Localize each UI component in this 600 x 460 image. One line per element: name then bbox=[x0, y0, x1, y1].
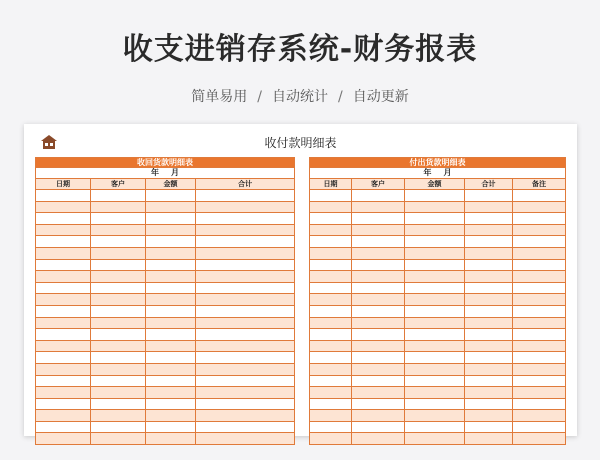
table-cell[interactable] bbox=[310, 421, 352, 433]
table-row bbox=[36, 421, 295, 433]
year-label: 年 bbox=[423, 168, 432, 177]
month-label: 月 bbox=[443, 168, 452, 177]
table-cell[interactable] bbox=[405, 363, 465, 375]
table-row bbox=[36, 224, 295, 236]
table-cell[interactable] bbox=[91, 340, 146, 352]
table-cell[interactable] bbox=[465, 398, 513, 410]
table-cell[interactable] bbox=[352, 433, 405, 445]
sheet-title: 收付款明细表 bbox=[264, 136, 337, 150]
table-cell[interactable] bbox=[513, 375, 566, 387]
table-row bbox=[310, 294, 566, 306]
table-cell[interactable] bbox=[146, 201, 196, 213]
table-row bbox=[36, 271, 295, 283]
table-cell[interactable] bbox=[36, 352, 91, 364]
table-cell[interactable] bbox=[36, 271, 91, 283]
table-row bbox=[36, 247, 295, 259]
column-header-date: 日期 bbox=[310, 179, 352, 190]
table-cell[interactable] bbox=[196, 363, 295, 375]
table-row bbox=[36, 410, 295, 422]
year-month-row bbox=[310, 168, 566, 179]
table-cell[interactable] bbox=[36, 387, 91, 399]
table-cell[interactable] bbox=[405, 224, 465, 236]
table-cell[interactable] bbox=[465, 340, 513, 352]
table-cell[interactable] bbox=[36, 421, 91, 433]
table-cell[interactable] bbox=[146, 259, 196, 271]
table-cell[interactable] bbox=[513, 433, 566, 445]
table-cell[interactable] bbox=[36, 317, 91, 329]
table-cell[interactable] bbox=[465, 201, 513, 213]
table-cell[interactable] bbox=[465, 317, 513, 329]
table-row bbox=[36, 363, 295, 375]
table-cell[interactable] bbox=[405, 213, 465, 225]
table-cell[interactable] bbox=[352, 387, 405, 399]
table-cell[interactable] bbox=[465, 271, 513, 283]
table-cell[interactable] bbox=[405, 259, 465, 271]
table-row bbox=[310, 410, 566, 422]
table-cell[interactable] bbox=[91, 259, 146, 271]
table-cell[interactable] bbox=[146, 375, 196, 387]
table-cell[interactable] bbox=[352, 282, 405, 294]
table-cell[interactable] bbox=[36, 340, 91, 352]
table-cell[interactable] bbox=[352, 398, 405, 410]
table-cell[interactable] bbox=[465, 352, 513, 364]
table-cell[interactable] bbox=[405, 236, 465, 248]
table-cell[interactable] bbox=[465, 282, 513, 294]
table-cell[interactable] bbox=[310, 201, 352, 213]
table-cell[interactable] bbox=[513, 271, 566, 283]
table-cell[interactable] bbox=[146, 433, 196, 445]
table-cell[interactable] bbox=[91, 190, 146, 202]
table-cell[interactable] bbox=[196, 224, 295, 236]
feature-tag: 自动统计 bbox=[272, 89, 328, 105]
table-cell[interactable] bbox=[91, 305, 146, 317]
table-cell[interactable] bbox=[196, 282, 295, 294]
table-cell[interactable] bbox=[465, 305, 513, 317]
table-cell[interactable] bbox=[36, 213, 91, 225]
table-cell[interactable] bbox=[310, 387, 352, 399]
table-cell[interactable] bbox=[36, 305, 91, 317]
table-cell[interactable] bbox=[310, 190, 352, 202]
table-row bbox=[36, 213, 295, 225]
table-cell[interactable] bbox=[352, 271, 405, 283]
table-cell[interactable] bbox=[405, 375, 465, 387]
table-row bbox=[310, 317, 566, 329]
table-cell[interactable] bbox=[310, 294, 352, 306]
table-cell[interactable] bbox=[91, 294, 146, 306]
table-cell[interactable] bbox=[146, 213, 196, 225]
table-cell[interactable] bbox=[196, 190, 295, 202]
table-cell[interactable] bbox=[352, 317, 405, 329]
column-header-customer: 客户 bbox=[352, 179, 405, 190]
table-cell[interactable] bbox=[513, 305, 566, 317]
table-cell[interactable] bbox=[196, 247, 295, 259]
table-row bbox=[36, 190, 295, 202]
table-cell[interactable] bbox=[513, 247, 566, 259]
spreadsheet-preview bbox=[24, 124, 577, 436]
table-cell[interactable] bbox=[310, 224, 352, 236]
table-cell[interactable] bbox=[146, 410, 196, 422]
table-row bbox=[310, 329, 566, 341]
column-header-customer: 客户 bbox=[91, 179, 146, 190]
table-cell[interactable] bbox=[310, 317, 352, 329]
table-cell[interactable] bbox=[513, 190, 566, 202]
table-cell[interactable] bbox=[513, 398, 566, 410]
table-row bbox=[310, 375, 566, 387]
table-cell[interactable] bbox=[513, 282, 566, 294]
table-cell[interactable] bbox=[405, 294, 465, 306]
column-header-date: 日期 bbox=[36, 179, 91, 190]
table-row bbox=[310, 363, 566, 375]
table-row bbox=[310, 259, 566, 271]
table-cell[interactable] bbox=[310, 375, 352, 387]
table-cell[interactable] bbox=[513, 352, 566, 364]
table-cell[interactable] bbox=[36, 375, 91, 387]
table-cell[interactable] bbox=[405, 305, 465, 317]
table-cell[interactable] bbox=[146, 352, 196, 364]
table-cell[interactable] bbox=[310, 236, 352, 248]
table-cell[interactable] bbox=[91, 201, 146, 213]
table-cell[interactable] bbox=[146, 224, 196, 236]
table-cell[interactable] bbox=[352, 224, 405, 236]
table-cell[interactable] bbox=[352, 352, 405, 364]
table-cell[interactable] bbox=[310, 363, 352, 375]
table-cell[interactable] bbox=[465, 329, 513, 341]
table-cell[interactable] bbox=[91, 433, 146, 445]
feature-tag: 自动更新 bbox=[352, 89, 409, 105]
table-cell[interactable] bbox=[405, 421, 465, 433]
table-cell[interactable] bbox=[146, 305, 196, 317]
table-cell[interactable] bbox=[36, 247, 91, 259]
table-cell[interactable] bbox=[196, 236, 295, 248]
table-cell[interactable] bbox=[91, 247, 146, 259]
table-cell[interactable] bbox=[91, 271, 146, 283]
tag-separator: / bbox=[257, 89, 262, 105]
page-title: 收支进销存系统-财务报表 bbox=[122, 32, 478, 67]
table-cell[interactable] bbox=[352, 213, 405, 225]
table-row bbox=[36, 317, 295, 329]
table-cell[interactable] bbox=[513, 259, 566, 271]
table-row bbox=[310, 282, 566, 294]
table-cell[interactable] bbox=[196, 340, 295, 352]
table-cell[interactable] bbox=[310, 352, 352, 364]
feature-tag: 简单易用 bbox=[191, 89, 248, 105]
table-cell[interactable] bbox=[310, 247, 352, 259]
table-cell[interactable] bbox=[352, 340, 405, 352]
table-cell[interactable] bbox=[405, 398, 465, 410]
table-cell[interactable] bbox=[196, 259, 295, 271]
table-cell[interactable] bbox=[405, 201, 465, 213]
table-cell[interactable] bbox=[310, 340, 352, 352]
table-cell[interactable] bbox=[310, 305, 352, 317]
table-cell[interactable] bbox=[352, 305, 405, 317]
table-cell[interactable] bbox=[352, 421, 405, 433]
table-row bbox=[310, 305, 566, 317]
table-cell[interactable] bbox=[310, 329, 352, 341]
table-cell[interactable] bbox=[513, 201, 566, 213]
table-cell[interactable] bbox=[405, 271, 465, 283]
table-cell[interactable] bbox=[465, 259, 513, 271]
table-cell[interactable] bbox=[146, 387, 196, 399]
table-cell[interactable] bbox=[91, 387, 146, 399]
table-title: 付出货款明细表 bbox=[310, 158, 566, 168]
table-cell[interactable] bbox=[352, 294, 405, 306]
table-row bbox=[310, 224, 566, 236]
table-cell[interactable] bbox=[36, 398, 91, 410]
table-row bbox=[36, 305, 295, 317]
table-cell[interactable] bbox=[196, 317, 295, 329]
table-row bbox=[310, 387, 566, 399]
table-cell[interactable] bbox=[513, 294, 566, 306]
table-cell[interactable] bbox=[36, 294, 91, 306]
table-row bbox=[36, 282, 295, 294]
table-row bbox=[310, 433, 566, 445]
table-cell[interactable] bbox=[352, 410, 405, 422]
table-cell[interactable] bbox=[91, 224, 146, 236]
table-cell[interactable] bbox=[465, 421, 513, 433]
table-cell[interactable] bbox=[146, 421, 196, 433]
table-cell[interactable] bbox=[310, 398, 352, 410]
table-cell[interactable] bbox=[513, 421, 566, 433]
table-cell[interactable] bbox=[465, 410, 513, 422]
table-cell[interactable] bbox=[196, 271, 295, 283]
table-row bbox=[310, 421, 566, 433]
table-cell[interactable] bbox=[196, 305, 295, 317]
payments-table bbox=[309, 157, 566, 445]
table-row bbox=[310, 201, 566, 213]
receipts-body bbox=[36, 190, 295, 445]
table-cell[interactable] bbox=[91, 329, 146, 341]
table-cell[interactable] bbox=[405, 410, 465, 422]
table-cell[interactable] bbox=[310, 282, 352, 294]
table-cell[interactable] bbox=[465, 213, 513, 225]
table-cell[interactable] bbox=[146, 294, 196, 306]
payments-body bbox=[310, 190, 566, 445]
table-row bbox=[36, 259, 295, 271]
table-cell[interactable] bbox=[465, 375, 513, 387]
table-row bbox=[310, 236, 566, 248]
table-row bbox=[36, 340, 295, 352]
table-cell[interactable] bbox=[513, 329, 566, 341]
table-cell[interactable] bbox=[310, 259, 352, 271]
table-title: 收回货款明细表 bbox=[36, 158, 295, 168]
table-cell[interactable] bbox=[352, 363, 405, 375]
table-cell[interactable] bbox=[36, 410, 91, 422]
table-cell[interactable] bbox=[405, 282, 465, 294]
table-cell[interactable] bbox=[146, 363, 196, 375]
table-cell[interactable] bbox=[91, 352, 146, 364]
table-cell[interactable] bbox=[146, 190, 196, 202]
year-label: 年 bbox=[151, 168, 159, 177]
table-cell[interactable] bbox=[196, 294, 295, 306]
column-header-total: 合计 bbox=[196, 179, 295, 190]
table-cell[interactable] bbox=[36, 259, 91, 271]
table-cell[interactable] bbox=[196, 375, 295, 387]
table-cell[interactable] bbox=[91, 410, 146, 422]
table-cell[interactable] bbox=[36, 433, 91, 445]
table-cell[interactable] bbox=[513, 213, 566, 225]
table-cell[interactable] bbox=[310, 213, 352, 225]
table-cell[interactable] bbox=[146, 329, 196, 341]
table-cell[interactable] bbox=[405, 329, 465, 341]
table-row bbox=[310, 352, 566, 364]
table-row bbox=[36, 387, 295, 399]
table-cell[interactable] bbox=[146, 317, 196, 329]
table-cell[interactable] bbox=[513, 340, 566, 352]
table-cell[interactable] bbox=[405, 317, 465, 329]
table-row bbox=[310, 247, 566, 259]
month-label: 月 bbox=[171, 168, 179, 177]
tag-separator: / bbox=[338, 89, 343, 105]
table-cell[interactable] bbox=[352, 375, 405, 387]
table-cell[interactable] bbox=[405, 352, 465, 364]
table-cell[interactable] bbox=[513, 387, 566, 399]
table-cell[interactable] bbox=[465, 363, 513, 375]
table-row bbox=[310, 213, 566, 225]
table-cell[interactable] bbox=[405, 247, 465, 259]
table-cell[interactable] bbox=[196, 329, 295, 341]
table-cell[interactable] bbox=[513, 236, 566, 248]
table-cell[interactable] bbox=[405, 433, 465, 445]
table-cell[interactable] bbox=[91, 421, 146, 433]
table-cell[interactable] bbox=[465, 387, 513, 399]
table-cell[interactable] bbox=[146, 398, 196, 410]
table-cell[interactable] bbox=[352, 329, 405, 341]
table-row bbox=[36, 433, 295, 445]
table-row bbox=[310, 398, 566, 410]
table-row bbox=[36, 294, 295, 306]
table-cell[interactable] bbox=[91, 236, 146, 248]
table-cell[interactable] bbox=[36, 363, 91, 375]
table-cell[interactable] bbox=[465, 224, 513, 236]
table-row bbox=[36, 236, 295, 248]
table-cell[interactable] bbox=[405, 190, 465, 202]
table-cell[interactable] bbox=[352, 236, 405, 248]
table-row bbox=[36, 375, 295, 387]
table-cell[interactable] bbox=[91, 363, 146, 375]
table-cell[interactable] bbox=[146, 236, 196, 248]
table-cell[interactable] bbox=[146, 282, 196, 294]
table-cell[interactable] bbox=[352, 190, 405, 202]
table-cell[interactable] bbox=[196, 398, 295, 410]
table-cell[interactable] bbox=[36, 329, 91, 341]
table-cell[interactable] bbox=[36, 282, 91, 294]
feature-tags bbox=[0, 86, 600, 106]
table-cell[interactable] bbox=[196, 410, 295, 422]
table-cell[interactable] bbox=[91, 282, 146, 294]
table-cell[interactable] bbox=[196, 201, 295, 213]
table-cell[interactable] bbox=[513, 410, 566, 422]
table-cell[interactable] bbox=[91, 375, 146, 387]
table-cell[interactable] bbox=[310, 410, 352, 422]
table-cell[interactable] bbox=[146, 247, 196, 259]
table-cell[interactable] bbox=[465, 433, 513, 445]
table-row bbox=[36, 352, 295, 364]
table-cell[interactable] bbox=[91, 213, 146, 225]
table-cell[interactable] bbox=[465, 294, 513, 306]
table-cell[interactable] bbox=[91, 317, 146, 329]
column-header-remarks: 备注 bbox=[513, 179, 566, 190]
table-cell[interactable] bbox=[465, 247, 513, 259]
table-row bbox=[36, 201, 295, 213]
table-row bbox=[310, 271, 566, 283]
table-cell[interactable] bbox=[196, 213, 295, 225]
table-cell[interactable] bbox=[36, 236, 91, 248]
table-row bbox=[310, 190, 566, 202]
receipts-table bbox=[35, 157, 295, 445]
table-cell[interactable] bbox=[310, 433, 352, 445]
table-cell[interactable] bbox=[352, 259, 405, 271]
table-cell[interactable] bbox=[196, 387, 295, 399]
table-cell[interactable] bbox=[36, 224, 91, 236]
table-cell[interactable] bbox=[310, 271, 352, 283]
table-cell[interactable] bbox=[146, 340, 196, 352]
table-cell[interactable] bbox=[196, 433, 295, 445]
column-header-amount: 金额 bbox=[146, 179, 196, 190]
table-cell[interactable] bbox=[405, 340, 465, 352]
table-cell[interactable] bbox=[36, 190, 91, 202]
table-cell[interactable] bbox=[146, 271, 196, 283]
column-header-amount: 金额 bbox=[405, 179, 465, 190]
table-cell[interactable] bbox=[465, 236, 513, 248]
table-cell[interactable] bbox=[196, 421, 295, 433]
table-row bbox=[36, 398, 295, 410]
table-row bbox=[36, 329, 295, 341]
table-cell[interactable] bbox=[352, 201, 405, 213]
table-cell[interactable] bbox=[513, 317, 566, 329]
table-cell[interactable] bbox=[196, 352, 295, 364]
table-cell[interactable] bbox=[513, 363, 566, 375]
table-cell[interactable] bbox=[91, 398, 146, 410]
column-header-total: 合计 bbox=[465, 179, 513, 190]
table-row bbox=[310, 340, 566, 352]
table-cell[interactable] bbox=[352, 247, 405, 259]
table-cell[interactable] bbox=[36, 201, 91, 213]
table-cell[interactable] bbox=[465, 190, 513, 202]
year-month-row bbox=[36, 168, 295, 179]
table-cell[interactable] bbox=[405, 387, 465, 399]
table-cell[interactable] bbox=[513, 224, 566, 236]
